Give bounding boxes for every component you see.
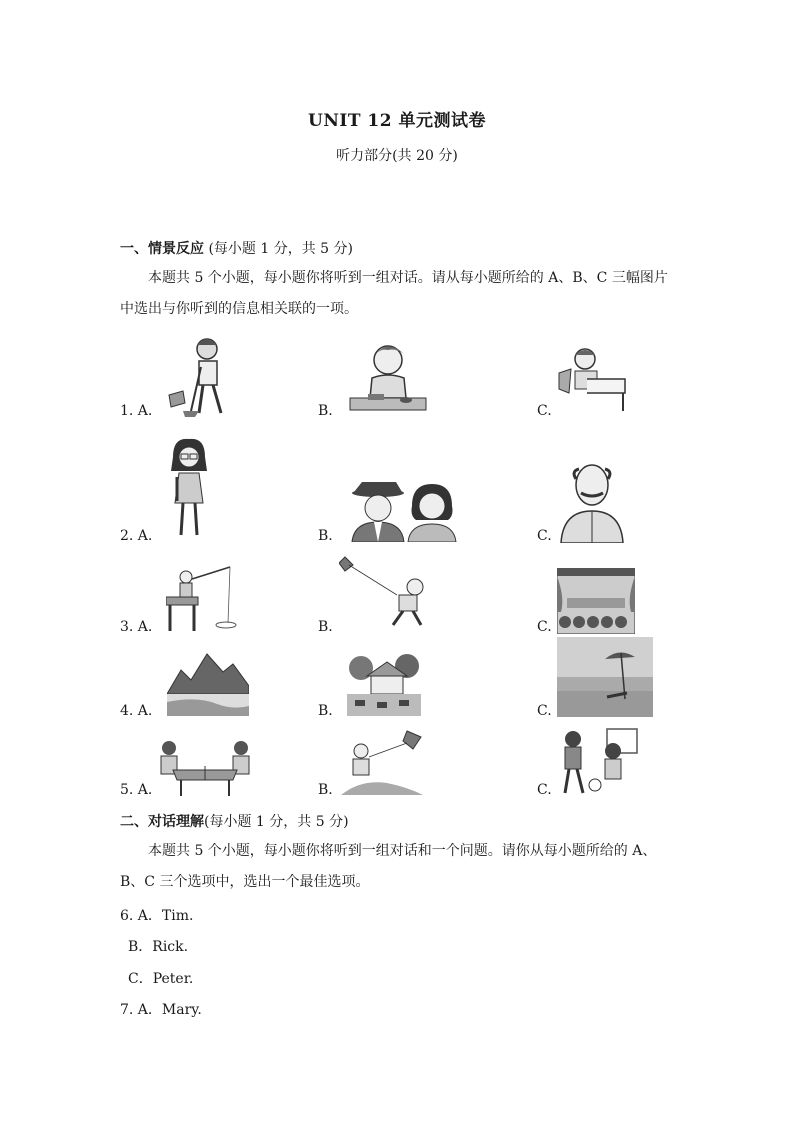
q4-label-c: C. [537,703,552,719]
page-title: UNIT 12 单元测试卷 [308,111,486,131]
q5-label-b: B. [318,782,333,798]
elderly-couple-image [350,476,460,542]
section2-heading [120,811,349,831]
q5-label-c: C. [537,782,552,798]
q6-option-b: B．Rick. [128,939,189,955]
q5-label-a: 5. A. [120,782,153,798]
boy-flying-kite-on-hill-image [341,729,423,795]
section1-instructions: 本题共 5 个小题，每小题你将听到一组对话。请从每小题所给的 A、B、C 三幅图片中选出与你听到的信息相关联的一项。 [120,270,668,317]
section2-instructions: 本题共 5 个小题，每小题你将听到一组对话和一个问题。请你从每小题所给的 A、B、C 三个选项中，选出一个最佳选项。 [120,843,657,890]
q4-label-a: 4. A. [120,703,153,719]
q3-label-c: C. [537,619,552,635]
boy-sweeping-floor-image [165,333,237,418]
man-fishing-on-pier-image [166,565,238,633]
q2-label-c: C. [537,528,552,544]
q1-label-a: 1. A. [120,403,153,419]
section2-points: (每小题 1 分，共 5 分) [204,814,349,830]
q3-label-a: 3. A. [120,619,153,635]
q7-option-a: 7. A．Mary. [120,1002,202,1018]
page-subtitle: 听力部分(共 20 分) [336,148,458,164]
boys-playing-soccer-image [557,727,639,797]
q6-option-c: C．Peter. [128,971,194,987]
q4-label-b: B. [318,703,333,719]
section2-title: 二、对话理解 [120,814,204,830]
section1-points: (每小题 1 分，共 5 分) [204,241,353,257]
section1-heading [120,238,353,258]
mountains-and-lake-image [167,652,249,716]
boy-flying-kite-image [339,555,429,629]
old-man-with-mustache-image [557,461,627,543]
q6-option-a: 6. A．Tim. [120,908,194,924]
beach-with-umbrella-image [557,637,653,717]
boy-painting-at-table-image [348,338,428,413]
farm-village-image [347,652,421,716]
q1-label-b: B. [318,403,333,419]
q2-label-a: 2. A. [120,528,153,544]
kids-playing-ping-pong-image [157,738,253,798]
q1-label-c: C. [537,403,552,419]
boy-reading-at-desk-image [557,343,627,413]
q3-label-b: B. [318,619,333,635]
theater-stage-image [557,568,635,634]
section1-title: 一、情景反应 [120,241,204,257]
q2-label-b: B. [318,528,333,544]
woman-with-glasses-image [163,437,213,541]
